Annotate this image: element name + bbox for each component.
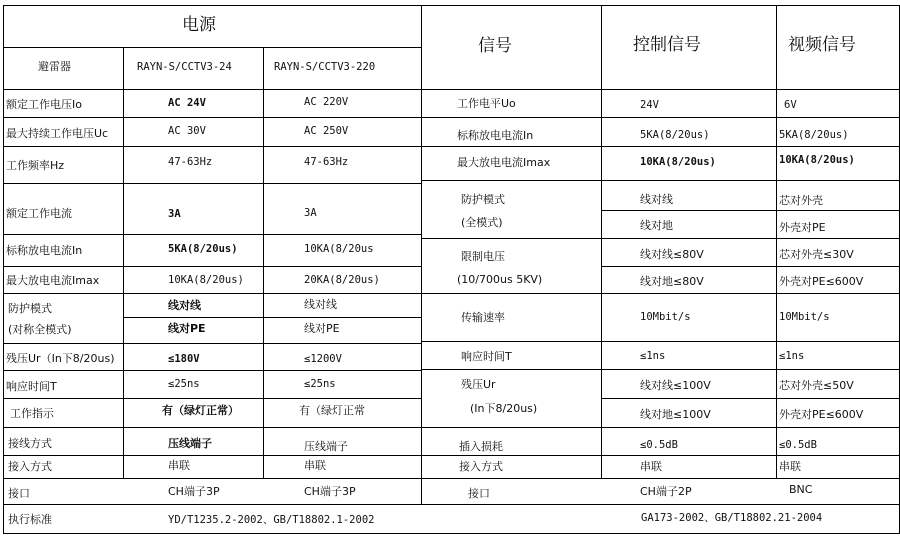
control-value: 5KA(8/20us) — [640, 129, 710, 141]
video-value: 芯对外壳 — [779, 194, 823, 207]
power-value-220: ≤1200V — [304, 353, 342, 365]
control-value: ≤0.5dB — [640, 439, 678, 451]
video-value: ≤1ns — [779, 350, 805, 362]
power-value-220: 串联 — [304, 459, 326, 472]
model-24-header: RAYN-S/CCTV3-24 — [137, 61, 232, 73]
signal-row-label: 防护模式 — [461, 193, 505, 206]
video-signal-header: 视频信号 — [788, 35, 856, 55]
power-row-label: 额定工作电压Io — [6, 98, 82, 111]
control-value: 线对地≤80V — [640, 275, 704, 288]
signal-row-label: 工作电平Uo — [457, 97, 516, 110]
power-row-label: 防护模式 — [8, 302, 52, 315]
signal-row-label-sub: (全模式) — [461, 216, 503, 229]
power-row-label: 工作指示 — [10, 407, 54, 420]
video-value: 芯对外壳≤50V — [779, 379, 854, 392]
power-row-label: 工作频率Hz — [6, 159, 65, 172]
video-value: 外壳对PE≤600V — [779, 275, 864, 288]
power-row-label: 标称放电电流In — [6, 244, 83, 257]
power-row-label: 接入方式 — [8, 460, 52, 473]
power-value-24: 串联 — [168, 459, 190, 472]
video-value: 10Mbit/s — [779, 311, 830, 323]
power-row-label: 响应时间T — [6, 380, 57, 393]
control-value: 线对线≤100V — [640, 379, 711, 392]
power-row-label: 最大放电电流Imax — [6, 274, 100, 287]
signal-row-label-sub: (10/700us 5KV) — [457, 273, 543, 286]
signal-row-label: 残压Ur — [461, 378, 496, 391]
control-value: 线对线≤80V — [640, 248, 704, 261]
power-row-label: 额定工作电流 — [6, 207, 72, 220]
signal-standard-value: GA173-2002、GB/T18802.21-2004 — [641, 512, 823, 524]
power-value-220: 有（绿灯正常 — [299, 404, 365, 417]
signal-row-label: 限制电压 — [461, 250, 505, 263]
signal-row-label: 插入损耗 — [459, 440, 503, 453]
power-value-24: AC 30V — [168, 125, 206, 137]
control-value: 线对地 — [640, 219, 673, 232]
power-value-24: 10KA(8/20us) — [168, 274, 244, 286]
power-value-220: AC 220V — [304, 96, 349, 108]
power-row-label: 残压Ur（In下8/20us) — [6, 352, 115, 365]
model-220-header: RAYN-S/CCTV3-220 — [274, 61, 376, 73]
control-value: 线对线 — [640, 193, 673, 206]
signal-row-label: 接口 — [468, 487, 490, 500]
power-value-24: CH端子3P — [168, 485, 220, 498]
power-row-label: 最大持续工作电压Uc — [6, 127, 109, 140]
power-value-24: 3A — [168, 208, 181, 220]
power-value-220: ≤25ns — [304, 378, 336, 390]
power-value-24: 线对PE — [168, 322, 206, 335]
video-value: 6V — [784, 99, 797, 111]
control-value: CH端子2P — [640, 485, 692, 498]
signal-row-label: 接入方式 — [459, 460, 503, 473]
power-value-220: CH端子3P — [304, 485, 356, 498]
power-value-24: 47-63Hz — [168, 156, 213, 168]
control-value: 10Mbit/s — [640, 311, 691, 323]
video-value: 10KA(8/20us) — [779, 154, 855, 166]
video-value: 串联 — [779, 460, 801, 473]
power-value-220: 线对PE — [304, 322, 340, 335]
standard-label: 执行标准 — [8, 513, 52, 526]
video-value: ≤0.5dB — [779, 439, 817, 451]
video-value: 5KA(8/20us) — [779, 129, 849, 141]
power-standard-value: YD/T1235.2-2002、GB/T18802.1-2002 — [168, 514, 375, 526]
power-value-24: 5KA(8/20us) — [168, 243, 238, 255]
power-value-220: 20KA(8/20us) — [304, 274, 380, 286]
signal-row-label: 传输速率 — [461, 311, 505, 324]
signal-row-label: 标称放电电流In — [457, 129, 534, 142]
control-value: 线对地≤100V — [640, 408, 711, 421]
control-value: ≤1ns — [640, 350, 666, 362]
power-value-220: 47-63Hz — [304, 156, 349, 168]
signal-row-label: 响应时间T — [461, 350, 512, 363]
power-value-220: 3A — [304, 207, 317, 219]
signal-row-label: 最大放电电流Imax — [457, 156, 551, 169]
control-value: 10KA(8/20us) — [640, 156, 716, 168]
control-value: 串联 — [640, 460, 662, 473]
power-value-220: 10KA(8/20us — [304, 243, 374, 255]
video-value: 外壳对PE — [779, 221, 826, 234]
power-value-24: AC 24V — [168, 97, 206, 109]
power-value-24: 有（绿灯正常） — [162, 404, 239, 417]
power-row-label: 接口 — [8, 487, 30, 500]
control-value: 24V — [640, 99, 659, 111]
power-row-label-sub: (对称全模式) — [8, 323, 72, 336]
signal-section-title: 信号 — [478, 36, 512, 56]
video-value: 外壳对PE≤600V — [779, 408, 864, 421]
video-value: BNC — [789, 483, 813, 496]
power-value-220: AC 250V — [304, 125, 349, 137]
power-value-220: 压线端子 — [304, 440, 348, 453]
power-section-title: 电源 — [182, 15, 216, 35]
signal-row-label-sub: (In下8/20us) — [470, 402, 538, 415]
control-signal-header: 控制信号 — [633, 35, 701, 55]
power-value-220: 线对线 — [304, 298, 337, 311]
power-value-24: 线对线 — [168, 299, 201, 312]
power-value-24: 压线端子 — [168, 437, 212, 450]
arrester-label: 避雷器 — [38, 60, 71, 73]
power-value-24: ≤25ns — [168, 378, 200, 390]
video-value: 芯对外壳≤30V — [779, 248, 854, 261]
power-row-label: 接线方式 — [8, 437, 52, 450]
power-value-24: ≤180V — [168, 353, 200, 365]
